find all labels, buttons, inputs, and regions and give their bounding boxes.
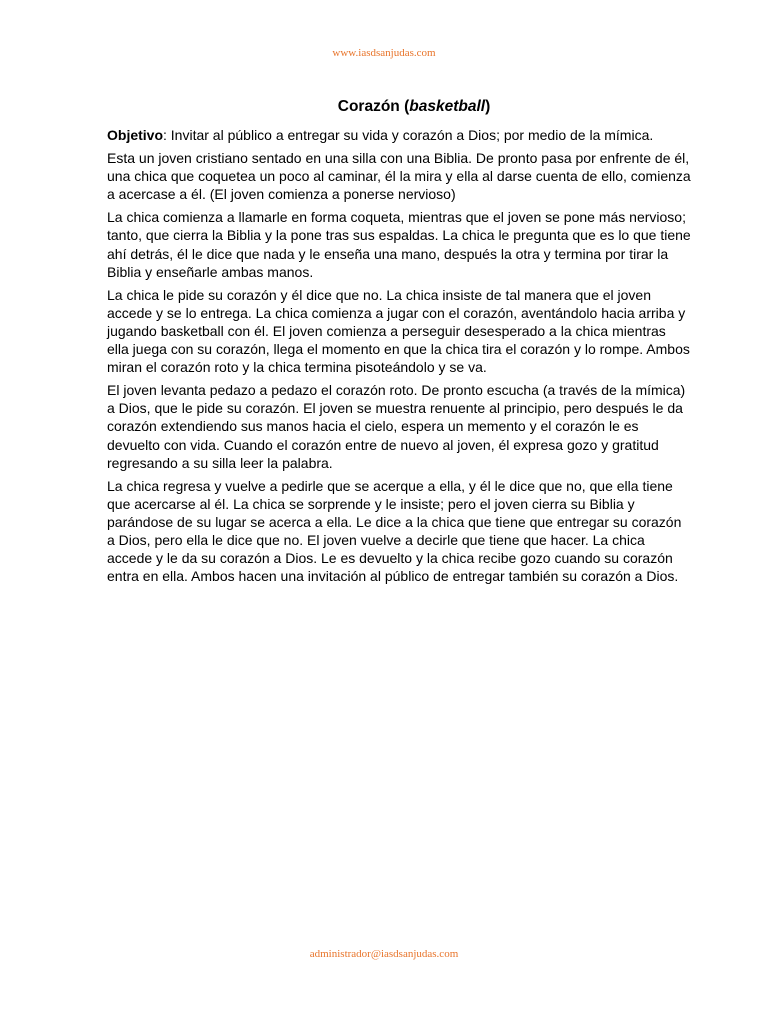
objective-text: : Invitar al público a entregar su vida y corazón a Dios; por medio de la mímica. xyxy=(163,127,654,143)
footer-email-link[interactable]: administrador@iasdsanjudas.com xyxy=(309,948,459,960)
final-paragraph: La chica regresa y vuelve a pedirle que se acerque a ella, y él le dice que no, que ella tiene que acercarse al él. La chica se sorprende y le insiste; pero el joven cierra su Biblia y parándose de su lugar se acerca a ella. Le dice a la chica que tiene que entregar su corazón a Dios, pero ella le dice que no. El joven vuelve a decirle que tiene que hacer. La chica accede y le da su corazón a Dios. Le es devuelto y la chica recibe gozo cuando su corazón entra en ella. Ambos hacen una invitación al público de entregar también su corazón a Dios. xyxy=(107,477,682,585)
header-website-link[interactable]: www.iasdsanjudas.com xyxy=(332,47,436,59)
document-body xyxy=(107,126,691,590)
objective-label: Objetivo xyxy=(107,127,164,143)
paragraph-2: La chica comienza a llamarle en forma coqueta, mientras que el joven se pone más nervioso; tanto, que cierra la Biblia y la pone tras sus espaldas. La chica le pregunta que es lo que tiene ahí detrás, él le dice que nada y le enseña una mano, después la otra y termina por tirar la Biblia y enseñarle ambas manos. xyxy=(107,209,691,280)
paragraph-3: La chica le pide su corazón y él dice que no. La chica insiste de tal manera que el joven accede y se lo entrega. La chica comienza a jugar con el corazón, aventándolo hacia arriba y jugando basketball con él. El joven comienza a perseguir desesperado a la chica mientras ella juega con su corazón, llega el momento en que la chica tira el corazón y lo rompe. Ambos miran el corazón roto y la chica termina pisoteándolo y se va. xyxy=(107,286,690,376)
objective-paragraph xyxy=(107,126,691,144)
paragraph-4: El joven levanta pedazo a pedazo el corazón roto. De pronto escucha (a través de la mímica) a Dios, que le pide su corazón. El joven se muestra renuente al principio, pero después le da corazón extendiendo sus manos hacia el cielo, espera un memento y el corazón le es devuelto con vida. Cuando el corazón entre de nuevo al joven, él expresa gozo y gratitud regresando a su silla leer la palabra. xyxy=(107,382,686,471)
paragraph-1: Esta un joven cristiano sentado en una silla con una Biblia. De pronto pasa por enfrente de él, una chica que coquetea un poco al caminar, él la mira y ella al darse cuenta de ello, comienza a acercase a él. (El joven comienza a ponerse nervioso) xyxy=(107,150,691,203)
page-title xyxy=(0,98,768,116)
title-main: Corazón xyxy=(337,98,400,115)
title-close-paren: ) xyxy=(485,98,491,115)
title-sub: basketball xyxy=(409,98,486,115)
title-open-paren: ( xyxy=(404,98,410,115)
